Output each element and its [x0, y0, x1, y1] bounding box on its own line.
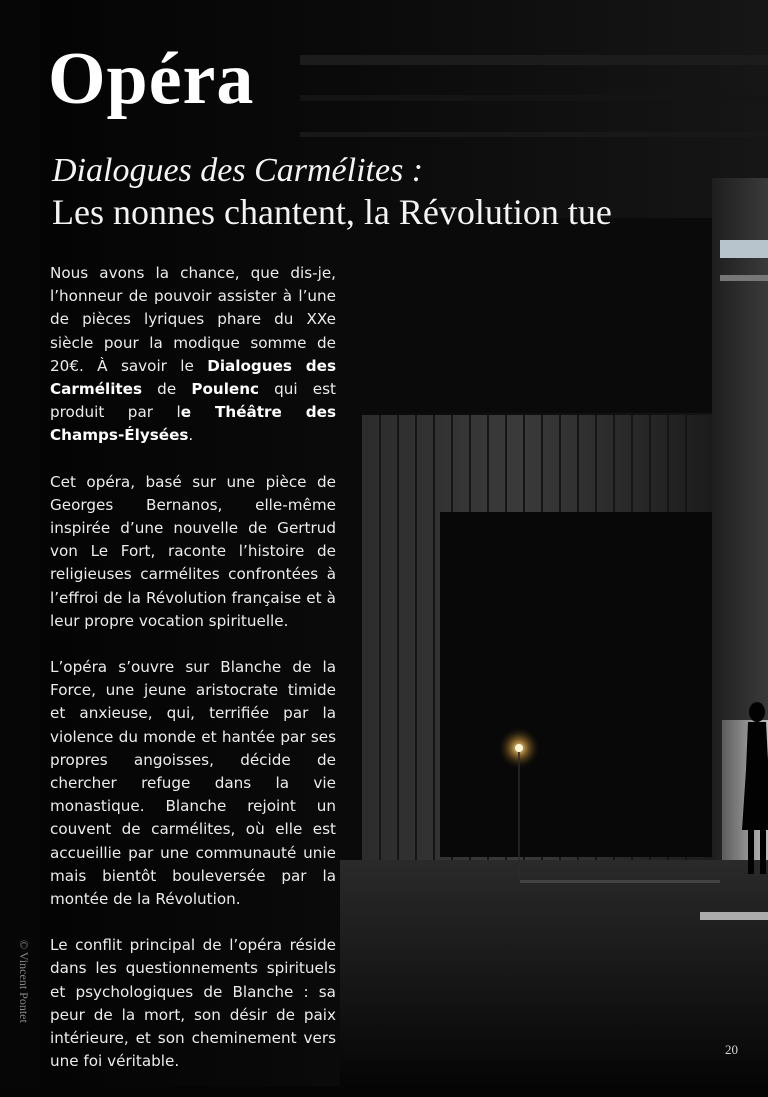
- article-subtitle: [52, 152, 612, 234]
- paragraph-1-text-a: Nous avons la chance, que dis-je, l’honneur de pouvoir assister à l’une de pièces lyriques phare du XXe siècle pour la modique somme de 20€. À savoir le: [50, 264, 336, 375]
- left-margin-shadow: [0, 0, 40, 1086]
- theatre-bold: e Théâtre des Champs-Élysées: [50, 403, 336, 445]
- page-number: 20: [725, 1042, 738, 1057]
- stage-floor: [340, 860, 768, 1086]
- paragraph-2: Cet opéra, basé sur une pièce de Georges Bernanos, elle-même inspirée d’une nouvelle de Gertrud von Le Fort, raconte l’histoire de religieuses carmélites confrontées à l’effroi de la Révolution française et à leur propre vocation spirituelle.: [50, 472, 336, 630]
- article-body: [50, 262, 336, 1097]
- hanging-panel-top: [345, 218, 713, 413]
- paragraph-1: [50, 262, 336, 448]
- opera-title-bold: Dialogues des Carmélites: [50, 356, 336, 399]
- photo-credit: © Vincent Pontet: [17, 940, 31, 1023]
- paragraph-4: Le conflit principal de l’opéra réside dans les questionnements spirituels et psychologiques de Blanche : sa peur de la mort, son désir de paix intérieure, et son cheminement vers une foi véritable.: [50, 936, 336, 1071]
- subtitle-line-2: Les nonnes chantent, la Révolution tue: [52, 192, 612, 232]
- paragraph-1-text-c: qui est produit par l: [50, 380, 337, 422]
- paragraph-3: L’opéra s’ouvre sur Blanche de la Force, une jeune aristocrate timide et anxieuse, qui, terrifiée par la violence du monde et hantée par ses propres angoisses, décide de chercher refuge dans la vie monastique. Blanche rejoint un couvent de carmélites, où elle est accueillie par une communauté unie mais bientôt bouleversée par la montée de la Révolution.: [50, 658, 336, 909]
- hanging-panel-center: [440, 512, 712, 857]
- composer-bold: Poulenc: [191, 380, 260, 399]
- paragraph-1-text-d: .: [188, 426, 194, 445]
- paragraph-1-text-b: de: [142, 380, 192, 399]
- page-title: Opéra: [48, 38, 255, 120]
- subtitle-line-1: Dialogues des Carmélites :: [52, 152, 424, 189]
